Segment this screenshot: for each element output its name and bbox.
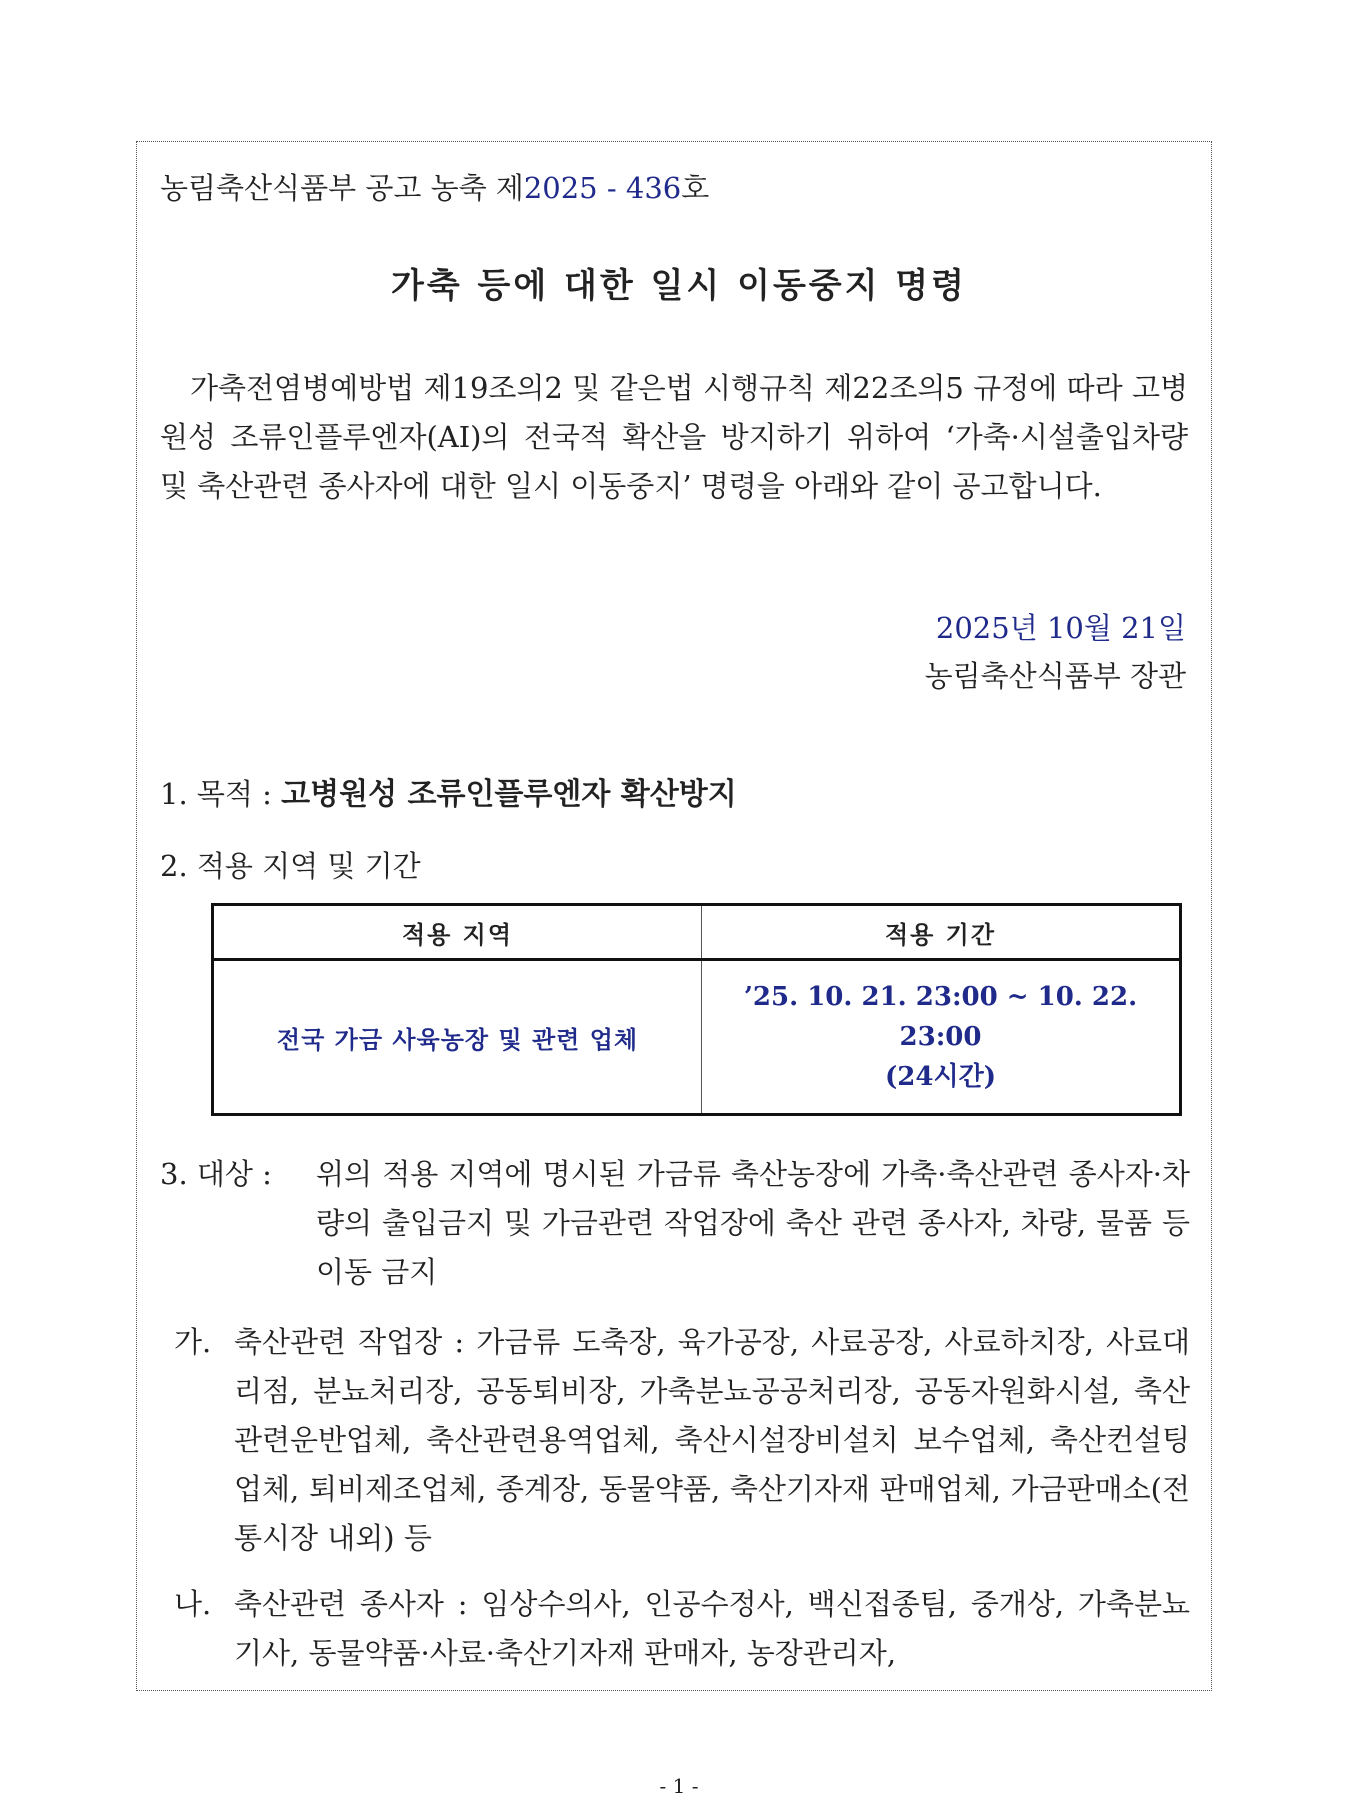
issuer: 농림축산식품부 장관 <box>924 659 1186 693</box>
purpose-value: 고병원성 조류인플루엔자 확산방지 <box>281 777 737 812</box>
target-body: 위의 적용 지역에 명시된 가금류 축산농장에 가축·축산관련 종사자·차량의 출입금지 및 가금관련 작업장에 축산 관련 종사자, 차량, 물품 등 이동 금지 <box>316 1157 1190 1289</box>
page-number: - 1 - <box>659 1774 699 1798</box>
period-line2: (24시간) <box>884 1062 997 1092</box>
notice-number-line <box>160 168 709 208</box>
header-period: 적용 기간 <box>702 905 1181 960</box>
cell-region: 전국 가금 사육농장 및 관련 업체 <box>213 960 702 1115</box>
intro-paragraph: 가축전염병예방법 제19조의2 및 같은법 시행규칙 제22조의5 규정에 따라 고병원성 조류인플루엔자(AI)의 전국적 확산을 방지하기 위하여 ‘가축·시설출입차량 및 축산관련 종사자에 대한 일시 이동중지’ 명령을 아래와 같이 공고합니다. <box>160 371 1188 503</box>
notice-suffix: 호 <box>681 171 710 205</box>
document-title: 가축 등에 대한 일시 이동중지 명령 <box>391 266 967 306</box>
item-body-workplaces: 축산관련 작업장 : 가금류 도축장, 육가공장, 사료공장, 사료하치장, 사료대리점, 분뇨처리장, 공동퇴비장, 가축분뇨공공처리장, 공동자원화시설, 축산관련운반업체, 축산관련용역업체, 축산시설장비설치 보수업체, 축산컨설팅업체, 퇴비제조업체, 종계장, 동물약품, 축산기자재 판매업체, 가금판매소(전통시장 내외) 등 <box>234 1325 1190 1555</box>
section-area-period: 2. 적용 지역 및 기간 <box>160 849 421 883</box>
area-period-table <box>211 903 1182 1116</box>
item-label-ga: 가. <box>174 1325 212 1359</box>
issue-date: 2025년 10월 21일 <box>935 611 1186 645</box>
notice-prefix: 농림축산식품부 공고 농축 제 <box>160 171 524 205</box>
period-line1: ’25. 10. 21. 23:00 ~ 10. 22. 23:00 <box>743 982 1138 1052</box>
notice-number: 2025 - 436 <box>523 171 682 205</box>
item-body-workers: 축산관련 종사자 : 임상수의사, 인공수정사, 백신접종팀, 중개상, 가축분뇨 기사, 동물약품·사료·축산기자재 판매자, 농장관리자, <box>234 1587 1190 1670</box>
item-label-na: 나. <box>174 1587 212 1621</box>
header-region: 적용 지역 <box>213 905 702 960</box>
cell-period <box>702 960 1181 1115</box>
section-target <box>160 1150 1190 1297</box>
target-label: 3. 대상 : <box>160 1157 272 1191</box>
list-item <box>174 1580 1190 1678</box>
section-purpose <box>160 774 737 815</box>
list-item <box>174 1318 1190 1563</box>
purpose-label: 1. 목적 : <box>160 777 272 811</box>
